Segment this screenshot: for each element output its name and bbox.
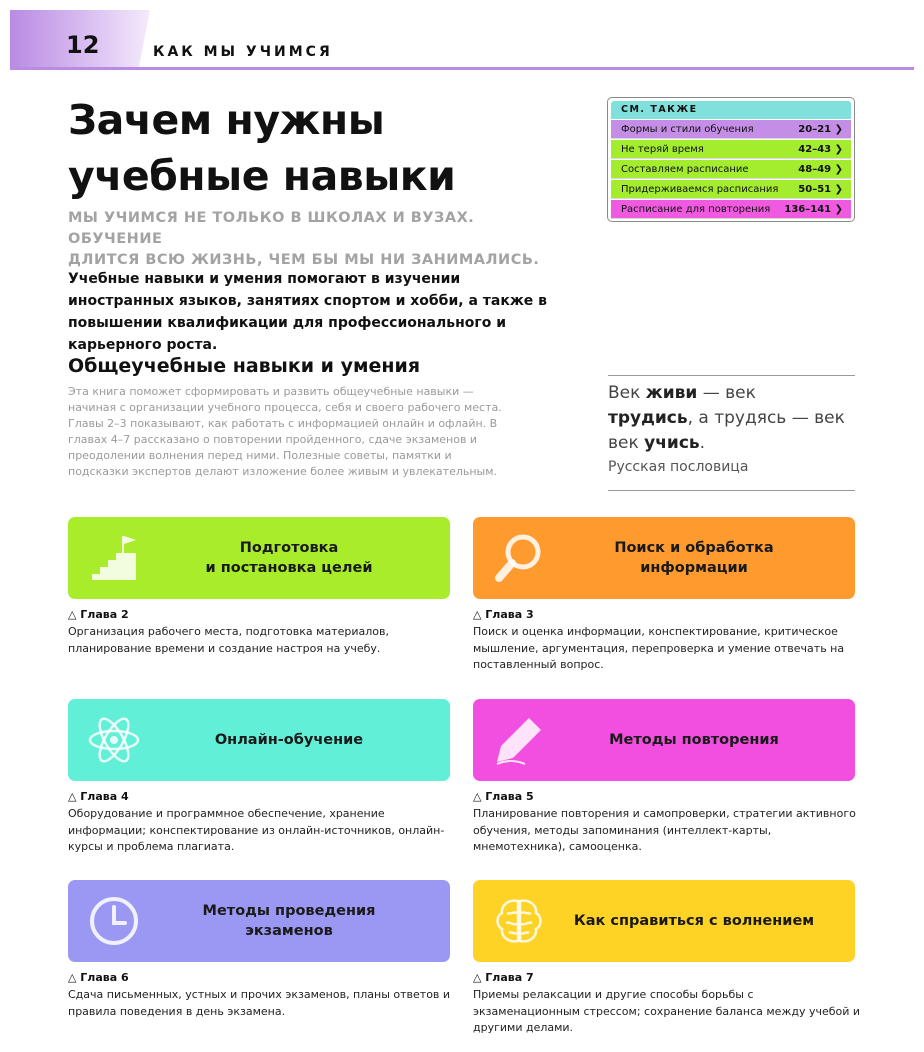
see-also-item-label: Формы и стили обучения <box>621 123 754 135</box>
chapter-summary <box>473 790 863 856</box>
see-also-item-label: Составляем расписание <box>621 163 749 175</box>
section-body: Эта книга поможет сформировать и развить общеучебные навыки — начиная с организации учебного процесса, себя и своего рабочего места. Главы 2–3 показывают, как работать с информацией онлайн и офлайн. В главах 4–7 рассказано о повторении пройденного, сдаче экзаменов и преодолении волнения перед ними. Полезные советы, памятки и подсказки экспертов делают изложение более живым и увлекательным. <box>68 385 502 478</box>
see-also-item-pages: 50–51 ❯ <box>798 183 843 195</box>
lead-line-1: МЫ УЧИМСЯ НЕ ТОЛЬКО В ШКОЛАХ И ВУЗАХ. ОБУЧЕНИЕ <box>68 210 475 247</box>
chapter-label: △ Глава 4 <box>68 790 129 803</box>
chapter-description: Приемы релаксации и другие способы борьбы с экзаменационным стрессом; сохранение баланса между учебой и другими делами. <box>473 988 861 1034</box>
topic-card-title: Онлайн-обучение <box>214 732 364 748</box>
topic-card <box>68 880 450 962</box>
chapter-description: Оборудование и программное обеспечение, хранение информации; конспектирование из онлайн-источников, онлайн-курсы и проблема плагиата. <box>68 807 445 853</box>
lead-text <box>68 208 568 271</box>
running-head: КАК МЫ УЧИМСЯ <box>153 44 333 60</box>
chapter-description: Организация рабочего места, подготовка материалов, планирование времени и создание настроя на учебу. <box>68 625 389 655</box>
see-also-item-label: Не теряй время <box>621 143 704 155</box>
pencil-icon <box>491 712 547 768</box>
see-also-item[interactable] <box>611 140 851 159</box>
chapter-summary <box>68 608 458 657</box>
see-also-item[interactable] <box>611 180 851 199</box>
see-also-item-pages: 20–21 ❯ <box>798 123 843 135</box>
quote-box <box>608 375 855 491</box>
chapter-label: △ Глава 5 <box>473 790 534 803</box>
intro-paragraph: Учебные навыки и умения помогают в изучении иностранных языков, занятиях спортом и хобби, а также в повышении квалификации для профессионального и карьерного роста. <box>68 271 548 353</box>
topic-card-title: Поиск и обработка информации <box>614 540 774 576</box>
title-line-1: Зачем нужны <box>68 96 385 144</box>
magnifier-icon <box>491 530 547 586</box>
see-also-item-pages: 48–49 ❯ <box>798 163 843 175</box>
topic-card <box>473 880 855 962</box>
see-also-item[interactable] <box>611 120 851 139</box>
see-also-box <box>607 97 855 222</box>
clock-icon <box>86 893 142 949</box>
topic-card-title: Подготовка и постановка целей <box>205 540 373 576</box>
chapter-summary <box>473 608 863 674</box>
see-also-item-label: Придерживаемся расписания <box>621 183 779 195</box>
chapter-label: △ Глава 3 <box>473 608 534 621</box>
atom-icon <box>86 712 142 768</box>
chapter-label: △ Глава 7 <box>473 971 534 984</box>
lead-line-2: ДЛИТСЯ ВСЮ ЖИЗНЬ, ЧЕМ БЫ МЫ НИ ЗАНИМАЛИСЬ. <box>68 252 540 268</box>
see-also-heading: СМ. ТАКЖЕ <box>611 101 851 119</box>
chapter-summary <box>473 971 863 1037</box>
title-line-2: учебные навыки <box>68 152 456 200</box>
quote-text: Век живи — век трудись, а трудясь — век век учись. <box>608 383 845 453</box>
see-also-item-label: Расписание для повторения <box>621 203 771 215</box>
stairs-flag-icon <box>86 530 142 586</box>
header-rule <box>10 67 914 70</box>
brain-icon <box>491 893 547 949</box>
see-also-item[interactable] <box>611 200 851 219</box>
topic-card <box>68 699 450 781</box>
topic-card-title: Как справиться с волнением <box>573 913 815 929</box>
chapter-description: Поиск и оценка информации, конспектирование, критическое мышление, аргументация, перепроверка и умение отвечать на поставленный вопрос. <box>473 625 845 671</box>
topic-card <box>68 517 450 599</box>
chapter-description: Планирование повторения и самопроверки, стратегии активного обучения, методы запоминания (интеллект-карты, мнемотехника), самооценка. <box>473 807 856 853</box>
chapter-summary <box>68 971 458 1020</box>
page-number: 12 <box>66 31 100 59</box>
page-title <box>68 92 608 204</box>
topic-card-title: Методы проведения экзаменов <box>202 903 376 939</box>
see-also-item-pages: 136–141 ❯ <box>784 203 843 215</box>
chapter-label: △ Глава 2 <box>68 608 129 621</box>
quote-source: Русская пословица <box>608 459 749 475</box>
chapter-label: △ Глава 6 <box>68 971 129 984</box>
see-also-item-pages: 42–43 ❯ <box>798 143 843 155</box>
topic-card <box>473 517 855 599</box>
topic-card-title: Методы повторения <box>609 732 779 748</box>
section-heading: Общеучебные навыки и умения <box>68 355 421 377</box>
chapter-description: Сдача письменных, устных и прочих экзаменов, планы ответов и правила поведения в день экзамена. <box>68 988 451 1018</box>
topic-card <box>473 699 855 781</box>
chapter-summary <box>68 790 458 856</box>
see-also-item[interactable] <box>611 160 851 179</box>
